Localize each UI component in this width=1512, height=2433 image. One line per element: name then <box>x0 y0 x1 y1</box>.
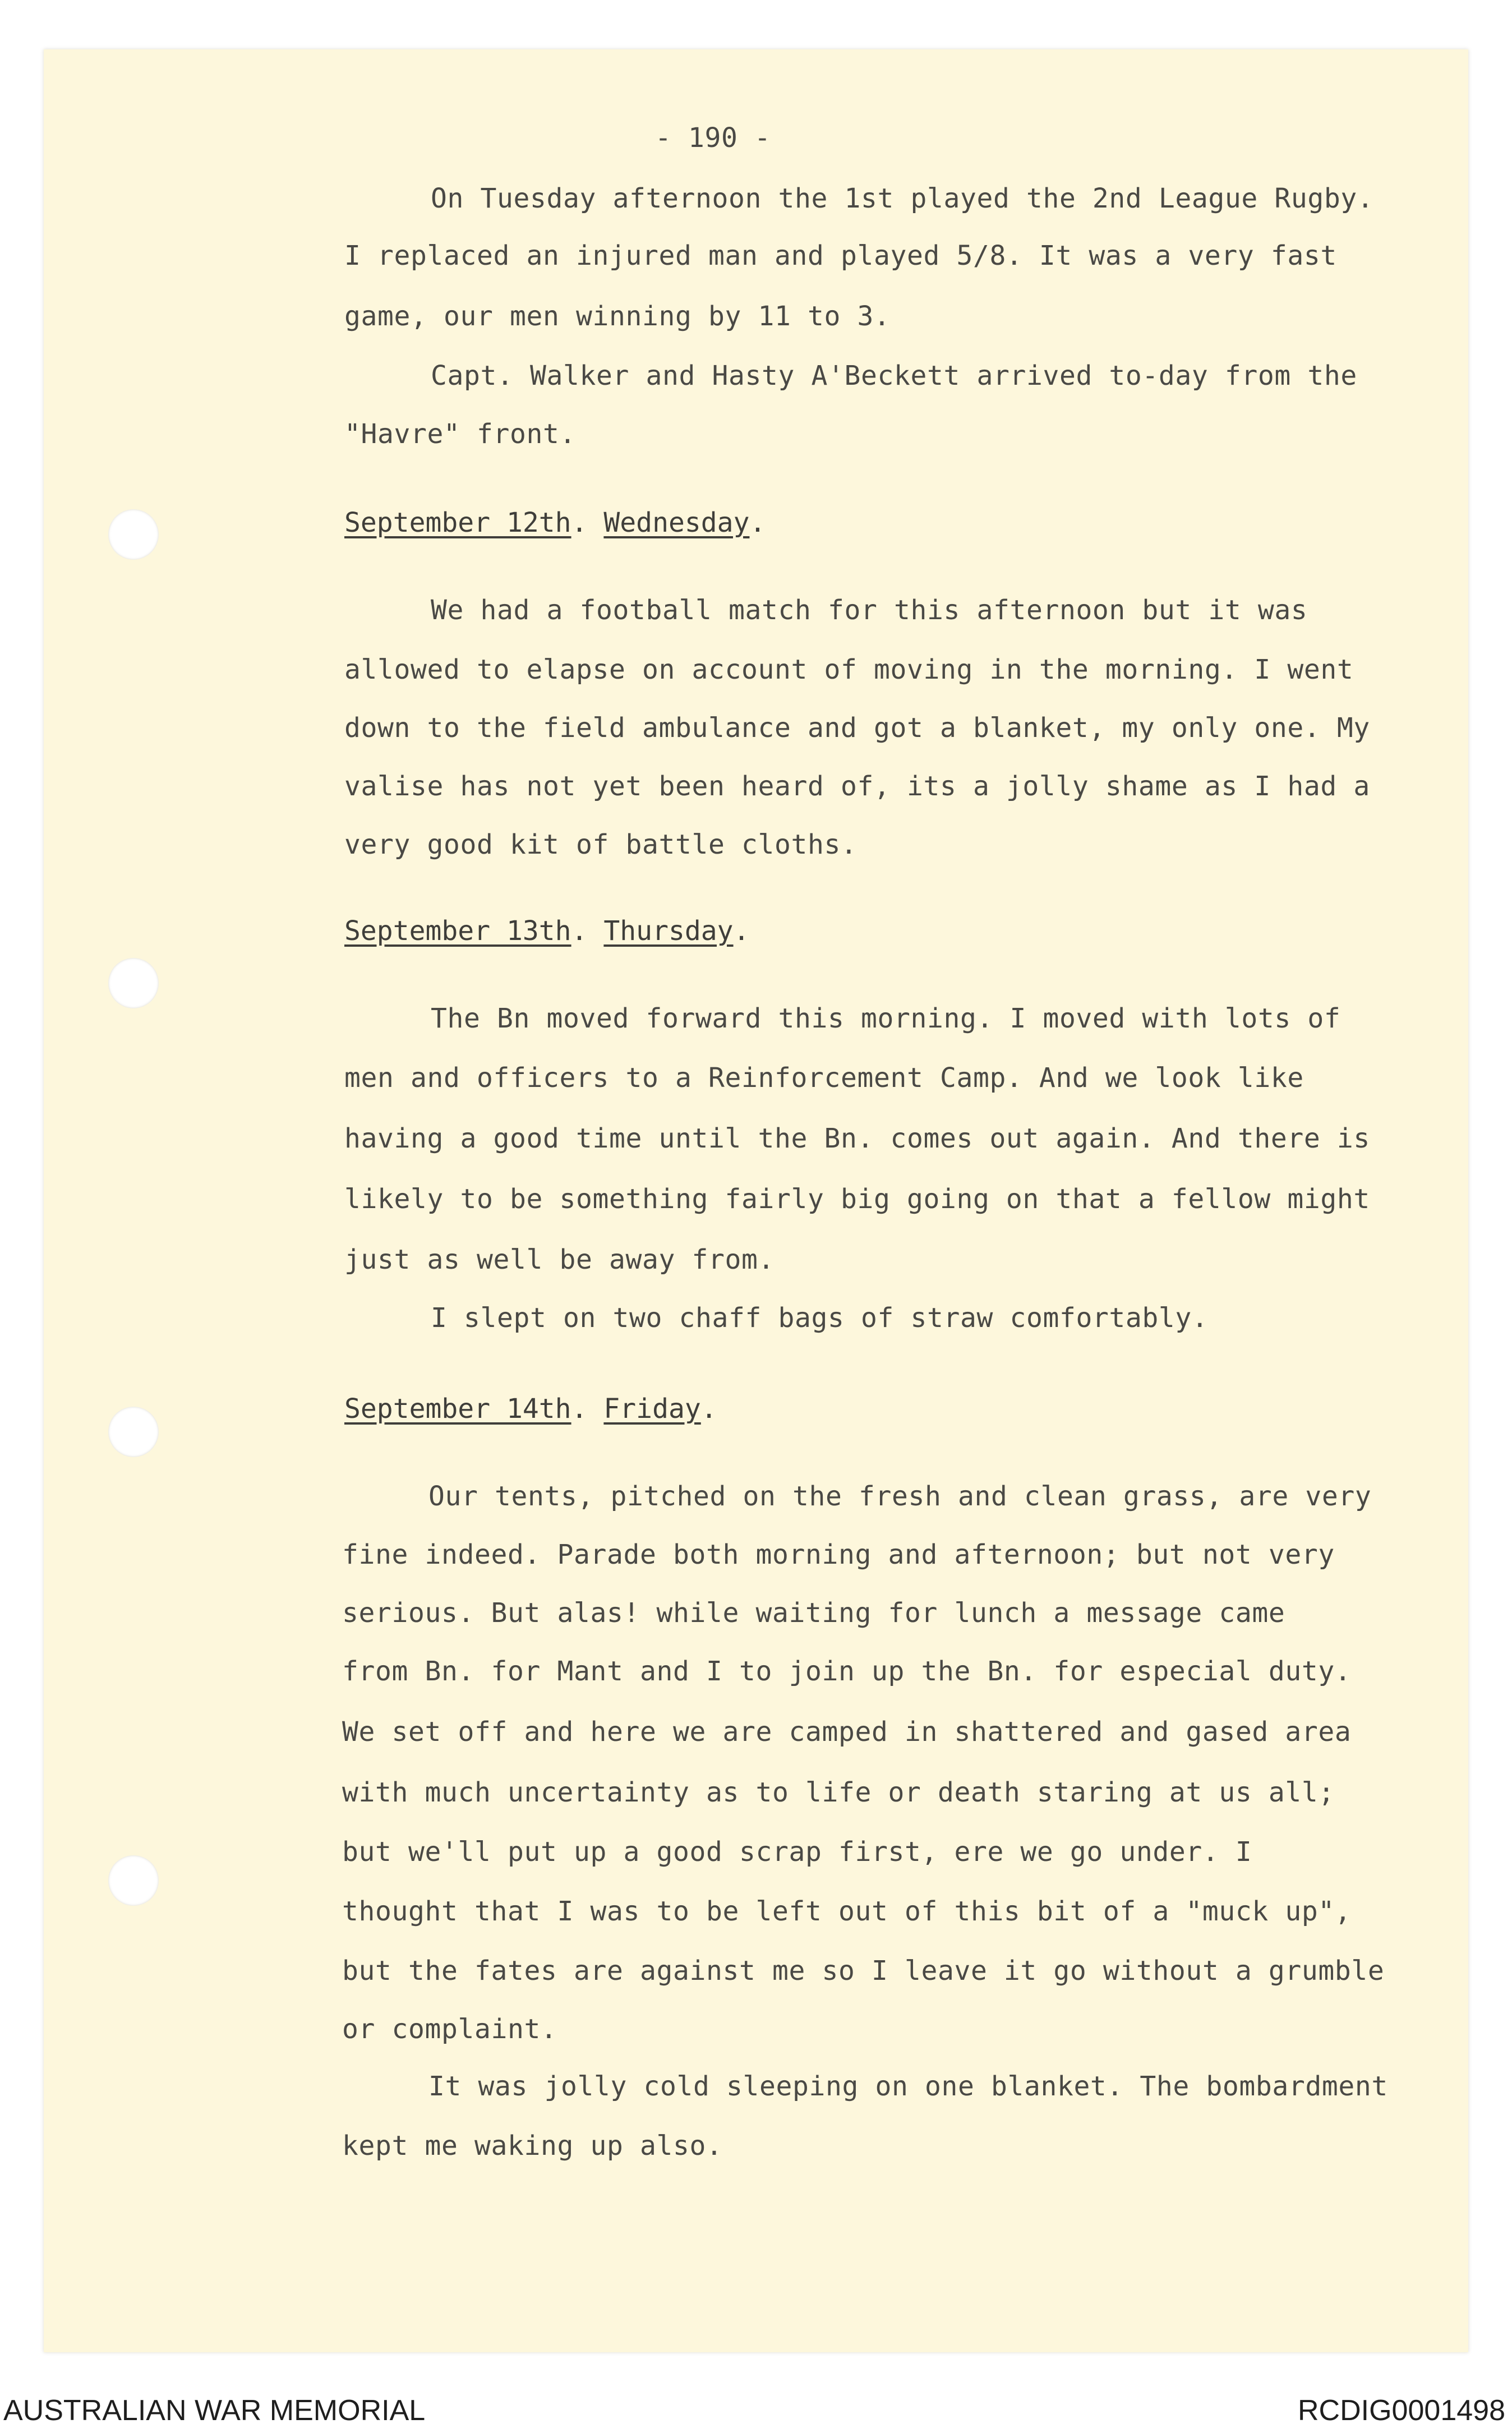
text-line: valise has not yet been heard of, its a jolly shame as I had a <box>344 771 1370 802</box>
text-line: or complaint. <box>342 2013 557 2045</box>
text-line: On Tuesday afternoon the 1st played the 2nd League Rugby. <box>431 183 1374 214</box>
text-line: fine indeed. Parade both morning and afternoon; but not very <box>342 1539 1335 1570</box>
text-line: We had a football match for this afternoon but it was <box>431 595 1308 626</box>
text-line: very good kit of battle cloths. <box>344 829 858 860</box>
text-line: It was jolly cold sleeping on one blanket. The bombardment <box>428 2071 1388 2102</box>
text-line: men and officers to a Reinforcement Camp. And we look like <box>344 1062 1304 1094</box>
footer-institution: AUSTRALIAN WAR MEMORIAL <box>3 2394 426 2427</box>
text-line: serious. But alas! while waiting for lunch a message came <box>342 1597 1285 1629</box>
entry-date: September 14th <box>344 1393 571 1425</box>
text-line: just as well be away from. <box>344 1244 775 1275</box>
entry-heading: September 13th. Thursday. <box>344 915 750 947</box>
text-line: thought that I was to be left out of this bit of a "muck up", <box>342 1896 1352 1927</box>
text-line: Our tents, pitched on the fresh and clean grass, are very <box>428 1481 1372 1512</box>
entry-day: Friday <box>603 1393 701 1425</box>
entry-date: September 12th <box>344 507 571 538</box>
text-line: game, our men winning by 11 to 3. <box>344 301 891 332</box>
entry-heading: September 12th. Wednesday. <box>344 507 766 538</box>
entry-date: September 13th <box>344 915 571 947</box>
text-line: I slept on two chaff bags of straw comfortably. <box>431 1302 1209 1334</box>
footer-catalogue-id: RCDIG0001498 <box>1298 2394 1505 2427</box>
text-line: We set off and here we are camped in shattered and gased area <box>342 1716 1352 1748</box>
page-number: - 190 - <box>655 122 771 154</box>
punch-hole <box>108 1407 159 1457</box>
text-line: but the fates are against me so I leave it go without a grumble <box>342 1955 1385 1987</box>
text-line: likely to be something fairly big going on that a fellow might <box>344 1183 1370 1215</box>
text-line: "Havre" front. <box>344 418 576 450</box>
entry-day: Wednesday <box>603 507 750 538</box>
punch-hole <box>108 958 159 1008</box>
text-line: down to the field ambulance and got a blanket, my only one. My <box>344 712 1370 744</box>
text-line: kept me waking up also. <box>342 2130 723 2162</box>
entry-day: Thursday <box>603 915 734 947</box>
entry-heading: September 14th. Friday. <box>344 1393 717 1425</box>
text-line: allowed to elapse on account of moving in the morning. I went <box>344 654 1354 685</box>
text-line: Capt. Walker and Hasty A'Beckett arrived to-day from the <box>431 360 1357 391</box>
punch-hole <box>108 1855 159 1906</box>
text-line: from Bn. for Mant and I to join up the Bn. for especial duty. <box>342 1656 1352 1687</box>
text-line: with much uncertainty as to life or death staring at us all; <box>342 1777 1335 1808</box>
punch-hole <box>108 509 159 560</box>
text-line: having a good time until the Bn. comes out again. And there is <box>344 1123 1370 1154</box>
text-line: I replaced an injured man and played 5/8. It was a very fast <box>344 240 1337 271</box>
text-line: The Bn moved forward this morning. I moved with lots of <box>431 1003 1341 1034</box>
text-line: but we'll put up a good scrap first, ere we go under. I <box>342 1836 1252 1868</box>
